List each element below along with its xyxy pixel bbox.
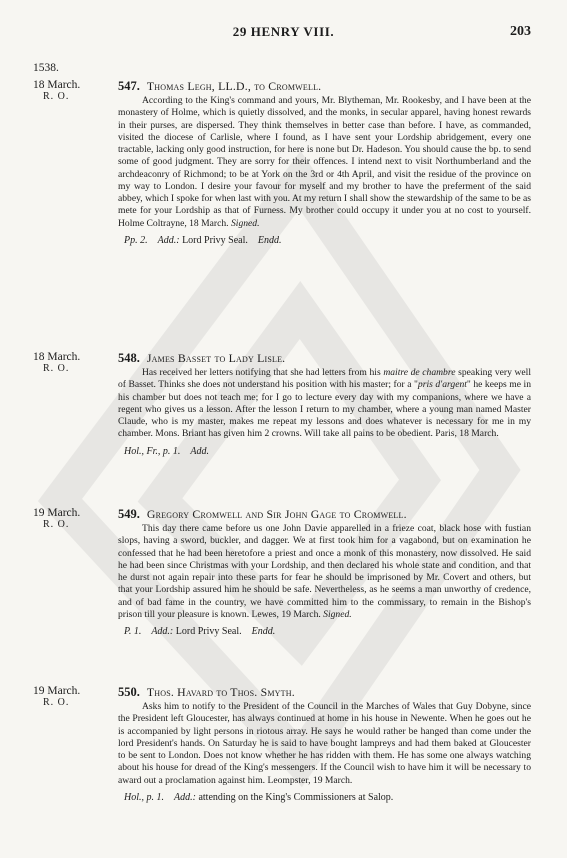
entry-body — [118, 701, 531, 787]
entry-body — [118, 367, 531, 441]
year-marker: 1538. — [33, 62, 59, 74]
entry-margin — [33, 351, 113, 376]
pages-note: Hol., Fr., p. 1. — [124, 445, 181, 457]
entry-source: R. O. — [43, 519, 70, 531]
entry-date: 19 March. — [33, 507, 81, 519]
entry-content — [118, 685, 531, 804]
entry-margin — [33, 79, 113, 104]
entry-heading — [118, 507, 531, 521]
address-label: Add.: — [151, 626, 174, 637]
entry-body-text: Has received her letters notifying that she had letters from his — [142, 367, 384, 378]
signed-note: Signed. — [323, 608, 352, 620]
entry-heading — [118, 79, 531, 93]
entry-number: 547. — [118, 79, 140, 93]
entry-margin — [33, 507, 113, 532]
entry-title: Gregory Cromwell and Sir John Gage to Cromwell. — [146, 507, 407, 521]
address-text: Lord Privy Seal. — [182, 234, 248, 246]
address-text: Lord Privy Seal. — [175, 626, 242, 637]
french-phrase: maitre de chambre — [383, 367, 456, 378]
entry-title: Thos. Havard to Thos. Smyth. — [146, 685, 295, 699]
address-text: attending on the King's Commissioners at Salop. — [198, 791, 394, 803]
endorsed-note: Endd. — [251, 626, 276, 637]
entry-body-text: " he keeps me in his chamber but does not teach me; for I go to lecture every day with my companions, where we have a regent who gives us a lesson. After the lesson I return to my chamber, where a young man named Master Claude, who is my master, makes me repeat my lessons and does whatever is necessary for me in my chamber. Mons. Briant has given him 2 crowns. Will take all pains to be obedient. Paris, 18 March. — [118, 379, 532, 440]
entry-footnote — [118, 626, 531, 638]
french-phrase: pris d'argent — [417, 379, 467, 391]
entry-number: 550. — [118, 685, 140, 699]
page-number: 203 — [510, 24, 531, 39]
entry-source: R. O. — [43, 91, 70, 103]
entry-body-text: According to the King's command and yours, Mr. Blytheman, Mr. Rookesby, and I have been at the monastery of Holme, which is quietly dissolved, and the monks, in secular apparel, having honest rewards in their purses, are dispersed. They think themselves in better case than before. I have, as commanded, visited the diocese of Carlisle, where I found, as I have sent your Lordship abridgement, every one tractable, lacking only good instruction, for here is none but Dr. Hadeson. You should cause the bp. to send some of good judgment. They are sorry for their offences. I intend next to visit Northumberland and the archdeaconry of Richmond; to be at York on the 3rd or 4th April, and visit the residue of the province on my way to London. I desire your favour for myself and my brother to have the preferment of the said abbey, which I spoke for when last with you. At my return I shall show the stewardship of the same to be as mete for your Lordship as that of Furness. My brother could occupy it under you at no cost to yourself. Holme Coltrayne, 18 March. — [118, 95, 531, 229]
entry-number: 548. — [118, 351, 140, 365]
entry-footnote — [118, 446, 531, 458]
entry-content — [118, 507, 531, 638]
address-label: Add.: — [174, 791, 196, 803]
entry-body-text: speaking very well of Basset. Thinks she does not understand his position with his master; for a " — [118, 367, 531, 391]
entry-body — [118, 95, 531, 230]
entry-body — [118, 523, 531, 621]
signed-note: Signed. — [230, 217, 260, 229]
address-label: Add. — [190, 445, 210, 457]
entry-body-text: This day there came before us one John Davie apparelled in a frieze coat, black hose with fustian slops, having a sword, buckler, and dagger. We at first took him for a vagabond, but on examination he confessed that he had been heretofore a priest and once a monk of this monastery, now dissolved. He said he had been since Christmas with your Lordship, and then declared his whole state and condition, and that he durst not again repair into these parts for fear he should be imprisoned by Mr. Covert and others, but that your Lordship assured him he should be safe. Nevertheless, as he seems a man unworthy of credence, and of bad fame in the country, we have committed him to the commissary, to remain in the Bishop's prison till your pleasure is known. Lewes, 19 March. — [118, 523, 531, 620]
page-header — [0, 24, 567, 44]
entry-body-text: Asks him to notify to the President of the Council in the Marches of Wales that Guy Dobyne, since the President left Gloucester, has always continued at home in his house in Newente. When he goes out he is accompanied by light persons in riotous array. He says he would rather be hanged than come under the lord President's hands. On Saturday he is said to have bought lampreys and had them baked at Gloucester to be sent to London. Does not know whether he has ridden with them. He has some one always watching about his house for dread of the King's messengers. If the Council wish to have him it will be necessary to award out a proclamation against him. Leompster, 19 March. — [118, 701, 531, 786]
entry-title: James Basset to Lady Lisle. — [146, 351, 286, 365]
entry-number: 549. — [118, 507, 140, 521]
entry-heading — [118, 351, 531, 365]
address-label: Add.: — [157, 234, 180, 246]
entry-margin — [33, 685, 113, 710]
running-title: 29 HENRY VIII. — [232, 24, 335, 39]
endorsed-note: Endd. — [257, 234, 282, 246]
entry-content — [118, 351, 531, 458]
entry-title: Thomas Legh, LL.D., to Cromwell. — [146, 79, 322, 93]
pages-note: Pp. 2. — [124, 234, 148, 246]
entry-source: R. O. — [43, 697, 70, 709]
entry-source: R. O. — [43, 363, 70, 375]
entry-date: 19 March. — [33, 685, 81, 697]
entry-footnote — [118, 792, 531, 804]
entry-heading — [118, 685, 531, 699]
pages-note: Hol., p. 1. — [124, 791, 164, 803]
entry-date: 18 March. — [33, 79, 81, 91]
pages-note: P. 1. — [124, 626, 142, 637]
entry-footnote — [118, 235, 531, 247]
entry-date: 18 March. — [33, 351, 81, 363]
entry-content — [118, 79, 531, 247]
